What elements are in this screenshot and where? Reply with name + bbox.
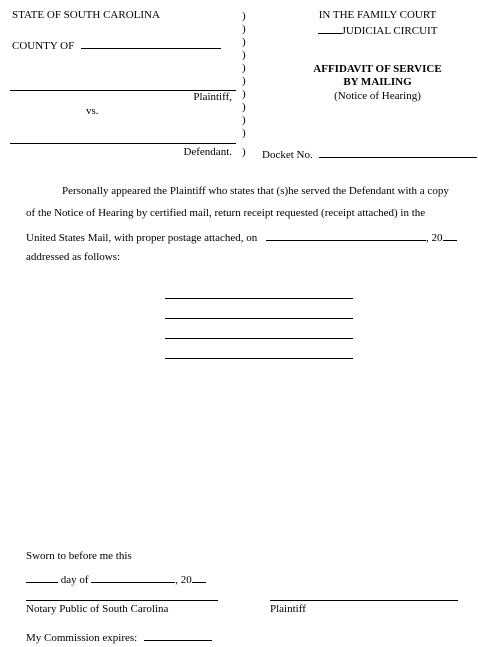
body-line-2: of the Notice of Hearing by certified mail, return receipt requested (receipt attached) in the (26, 207, 426, 219)
plaintiff-signature-label: Plaintiff (270, 603, 306, 615)
caption-paren: ) (242, 114, 246, 126)
mailing-year-field[interactable] (443, 230, 457, 241)
defendant-label: Defendant. (183, 146, 232, 158)
state-label: STATE OF SOUTH CAROLINA (12, 9, 160, 21)
caption-paren: ) (242, 146, 246, 158)
commission-field[interactable] (144, 630, 212, 641)
plaintiff-label: Plaintiff, (193, 91, 232, 103)
court-name: IN THE FAMILY COURT (318, 9, 437, 21)
year-prefix: , 20 (426, 232, 443, 244)
docket-field[interactable] (319, 147, 477, 158)
defendant-name-line[interactable] (10, 143, 236, 144)
document-title: AFFIDAVIT OF SERVICE (313, 63, 442, 75)
county-field[interactable] (81, 38, 221, 49)
circuit-field[interactable] (318, 23, 342, 34)
caption-paren: ) (242, 62, 246, 74)
notary-label: Notary Public of South Carolina (26, 603, 169, 615)
address-line[interactable] (165, 318, 353, 319)
body-line-3 (26, 230, 457, 244)
address-line[interactable] (165, 338, 353, 339)
plaintiff-signature-line[interactable] (270, 600, 458, 601)
document-subtitle: (Notice of Hearing) (334, 90, 421, 102)
caption-paren: ) (242, 10, 246, 22)
day-of-text: day of (60, 574, 89, 586)
commission-label: My Commission expires: (26, 632, 138, 644)
document-title-line2: BY MAILING (343, 76, 412, 88)
body-line-3-text: United States Mail, with proper postage attached, on (26, 232, 258, 244)
sworn-text: Sworn to before me this (26, 550, 132, 562)
caption-paren: ) (242, 36, 246, 48)
address-line[interactable] (165, 358, 353, 359)
body-line-1: Personally appeared the Plaintiff who states that (s)he served the Defendant with a copy (62, 185, 449, 197)
caption-paren: ) (242, 49, 246, 61)
vs-label: vs. (86, 105, 99, 117)
caption-paren: ) (242, 88, 246, 100)
notary-signature-line[interactable] (26, 600, 218, 601)
county-text: COUNTY OF (12, 40, 75, 52)
circuit-text: JUDICIAL CIRCUIT (341, 25, 438, 37)
sworn-month-field[interactable] (91, 572, 175, 583)
county-label (12, 38, 221, 52)
commission-line (26, 630, 212, 644)
docket-line (262, 147, 477, 161)
mailing-date-field[interactable] (266, 230, 426, 241)
sworn-date-line (26, 572, 206, 586)
judicial-circuit-line (300, 23, 455, 37)
address-line[interactable] (165, 298, 353, 299)
caption-paren: ) (242, 127, 246, 139)
docket-label: Docket No. (262, 149, 313, 161)
sworn-year-field[interactable] (192, 572, 206, 583)
caption-paren: ) (242, 101, 246, 113)
body-line-4: addressed as follows: (26, 251, 121, 263)
caption-paren: ) (242, 75, 246, 87)
sworn-day-field[interactable] (26, 572, 58, 583)
sworn-year-prefix: , 20 (175, 574, 192, 586)
caption-paren: ) (242, 23, 246, 35)
